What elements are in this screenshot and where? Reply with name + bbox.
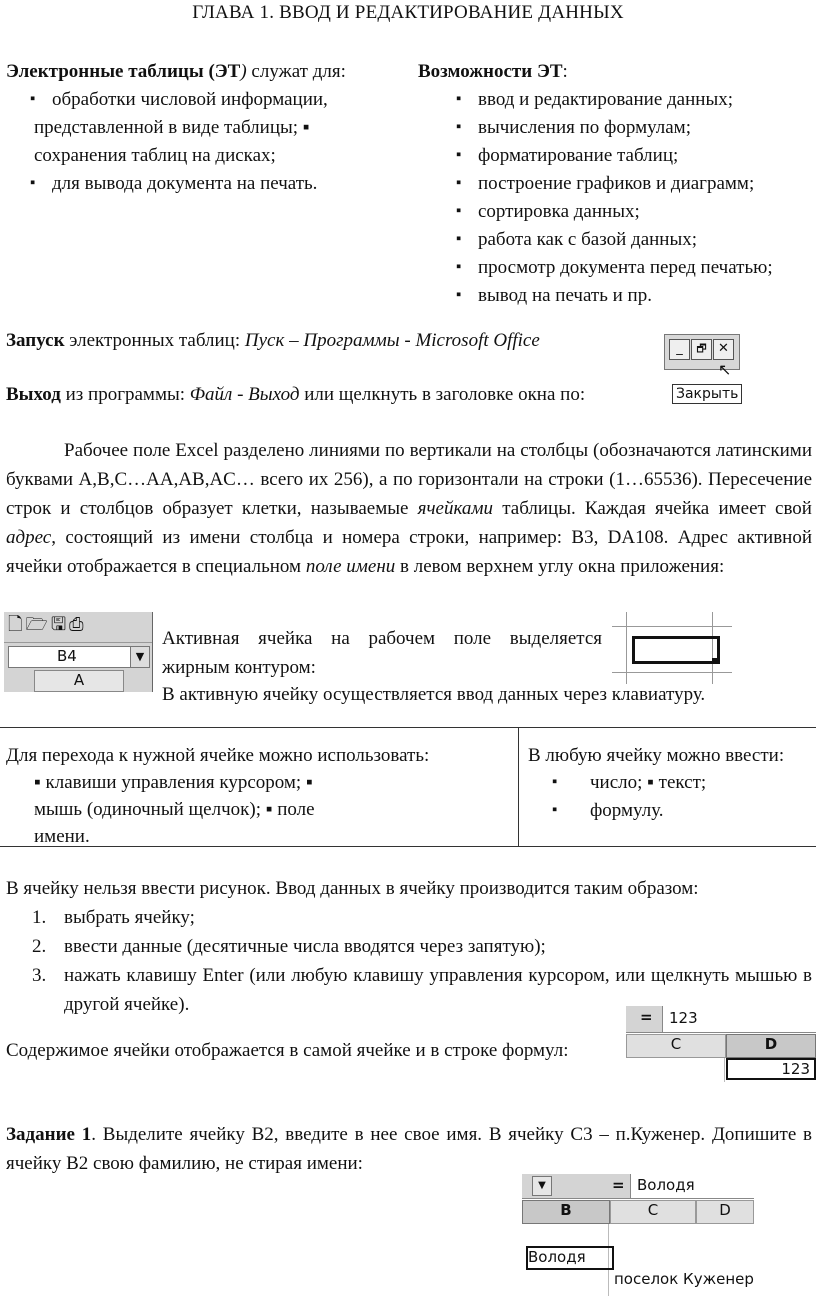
launch-label: Запуск bbox=[6, 330, 65, 351]
list-item: ▪ вычисления по формулам; bbox=[432, 114, 816, 142]
task-text: . Выделите ячейку B2, введите в нее свое имя. В ячейку C3 – п.Куженер. Допишите в ячейку B2 свою фамилию, не стирая имени: bbox=[6, 1124, 813, 1174]
formula-input[interactable] bbox=[662, 1006, 816, 1032]
close-icon[interactable]: ✕ bbox=[713, 339, 734, 360]
launch-path: Пуск – Программы - Microsoft Office bbox=[244, 330, 540, 351]
list-item: ▪ форматирование таблиц; bbox=[432, 142, 816, 170]
step-number: 1. bbox=[32, 907, 47, 928]
step-number: 2. bbox=[32, 936, 47, 957]
restore-icon[interactable]: 🗗 bbox=[691, 339, 712, 360]
new-file-icon[interactable]: 🗋 bbox=[8, 614, 26, 635]
table-left-heading: Для перехода к нужной ячейке можно использовать: bbox=[6, 745, 430, 766]
launch-text: электронных таблиц: bbox=[64, 330, 245, 351]
steps-intro: В ячейку нельзя ввести рисунок. Ввод данных в ячейку производится таким образом: bbox=[6, 878, 699, 899]
column-header-d: D bbox=[726, 1034, 816, 1058]
et-heading-paren: ) bbox=[240, 61, 247, 82]
para-text: , состоящий из имени столбца и номера строки, например: B3, DA108. Адрес активной ячейки отображается в специальном bbox=[6, 527, 812, 577]
list-item-continued: представленной в виде таблицы; ▪ bbox=[34, 117, 310, 138]
active-cell-illustration bbox=[612, 612, 732, 684]
list-item: ▪ для вывода документа на печать. bbox=[6, 170, 406, 198]
close-tooltip: Закрыть bbox=[672, 384, 742, 404]
para-term-address: адрес bbox=[6, 527, 52, 548]
toolbar bbox=[4, 612, 152, 643]
column-header-c: C bbox=[626, 1034, 726, 1058]
task-label: Задание 1 bbox=[6, 1124, 92, 1145]
list-item bbox=[6, 903, 812, 932]
formula-value: Володя bbox=[637, 1176, 695, 1194]
name-box[interactable] bbox=[8, 646, 150, 668]
exit-rest: или щелкнуть в заголовке окна по: bbox=[299, 384, 586, 405]
formula-bar-screenshot-1 bbox=[626, 1006, 816, 1082]
column-header-c: C bbox=[610, 1200, 696, 1224]
list-item: ▪ просмотр документа перед печатью; bbox=[432, 254, 816, 282]
task-paragraph bbox=[6, 1120, 812, 1178]
formula-input[interactable] bbox=[630, 1174, 755, 1198]
step-text: выбрать ячейку; bbox=[64, 907, 195, 928]
steps-section bbox=[6, 874, 812, 1019]
et-heading-rest: служат для: bbox=[246, 61, 346, 82]
equals-icon: = bbox=[640, 1008, 653, 1026]
table-left-line: мышь (одиночный щелчок); ▪ поле bbox=[34, 799, 315, 820]
para-text: Рабочее поле Excel разделено линиями по вертикали на столбцы (обозначаются латинскими буквами A,B,C…AA,AB,AC… всего их 256), а по горизонтали на строки (1…65536). Пересечение строк и столбцов образует клетки, называемые bbox=[6, 440, 812, 519]
table-cell-right bbox=[528, 742, 816, 825]
chevron-down-icon[interactable]: ▼ bbox=[130, 647, 149, 667]
table-left-line: имени. bbox=[34, 826, 90, 847]
list-item: ▪ построение графиков и диаграмм; bbox=[432, 170, 816, 198]
features-heading-rest: : bbox=[562, 61, 568, 82]
page-title: ГЛАВА 1. ВВОД И РЕДАКТИРОВАНИЕ ДАННЫХ bbox=[192, 2, 624, 23]
info-table bbox=[0, 727, 816, 847]
cursor-icon: ↖ bbox=[718, 360, 732, 379]
list-item: ▪ обработки числовой информации, bbox=[6, 86, 406, 114]
namebox-screenshot bbox=[4, 612, 153, 692]
step-text: ввести данные (десятичные числа вводятся через запятую); bbox=[64, 936, 546, 957]
para-term-cells: ячейками bbox=[417, 498, 494, 519]
list-item: ▪ работа как с базой данных; bbox=[432, 226, 816, 254]
table-cell-left bbox=[6, 742, 506, 850]
list-item: ▪ ввод и редактирование данных; bbox=[432, 86, 816, 114]
active-cell-line: В активную ячейку осуществляется ввод данных через клавиатуру. bbox=[162, 684, 706, 705]
step-number: 3. bbox=[32, 965, 47, 986]
list-item: ▪ сортировка данных; bbox=[432, 198, 816, 226]
active-cell-text bbox=[162, 624, 602, 682]
step-text: нажать клавишу Enter (или любую клавишу управления курсором, или щелкнуть мышью в другой ячейке). bbox=[64, 965, 812, 1015]
save-icon[interactable]: 🖫 bbox=[50, 614, 70, 635]
column-header-b: B bbox=[522, 1200, 610, 1224]
exit-path: Файл - Выход bbox=[189, 384, 300, 405]
active-cell-line: Активная ячейка на рабочем поле выделяется bbox=[162, 628, 602, 649]
para-term-namebox: поле имени bbox=[305, 556, 396, 577]
list-item: ▪ число; ▪ текст; bbox=[528, 769, 816, 797]
para-text: в левом верхнем углу окна приложения: bbox=[395, 556, 725, 577]
list-item bbox=[6, 932, 812, 961]
cell-c3[interactable]: поселок Куженер bbox=[614, 1270, 754, 1288]
column-header-a: A bbox=[34, 670, 124, 692]
active-cell-line: жирным контуром: bbox=[162, 657, 316, 678]
list-item: сохранения таблиц на дисках; bbox=[34, 145, 276, 166]
exit-line bbox=[6, 384, 585, 406]
et-features-section bbox=[418, 58, 816, 310]
print-icon[interactable]: ⎙ bbox=[69, 614, 87, 635]
formula-bar-screenshot-2 bbox=[522, 1174, 754, 1297]
table-left-line: ▪ клавиши управления курсором; ▪ bbox=[34, 772, 313, 793]
et-heading: Электронные таблицы (ЭТ bbox=[6, 61, 241, 82]
formula-value: 123 bbox=[669, 1009, 698, 1027]
chevron-down-icon[interactable]: ▼ bbox=[532, 1176, 552, 1196]
et-purpose-section bbox=[6, 58, 406, 198]
equals-icon: = bbox=[612, 1176, 625, 1194]
exit-text: из программы: bbox=[60, 384, 190, 405]
minimize-icon[interactable]: _ bbox=[669, 339, 690, 360]
active-cell[interactable] bbox=[632, 636, 720, 664]
list-item: ▪ вывод на печать и пр. bbox=[432, 282, 816, 310]
table-right-heading: В любую ячейку можно ввести: bbox=[528, 745, 785, 766]
list-item: ▪ формулу. bbox=[528, 797, 816, 825]
features-heading: Возможности ЭТ bbox=[418, 61, 563, 82]
launch-line bbox=[6, 330, 540, 352]
name-box-value: B4 bbox=[57, 647, 77, 665]
column-header-d: D bbox=[696, 1200, 754, 1224]
content-line: Содержимое ячейки отображается в самой ячейке и в строке формул: bbox=[6, 1040, 569, 1061]
open-icon[interactable]: 🗁 bbox=[25, 614, 51, 635]
workfield-paragraph bbox=[6, 436, 812, 581]
para-text: таблицы. Каждая ячейка имеет свой bbox=[493, 498, 812, 519]
cell-d-value[interactable]: 123 bbox=[726, 1058, 816, 1080]
cell-b2[interactable]: Володя bbox=[526, 1246, 614, 1270]
exit-label: Выход bbox=[6, 384, 61, 405]
